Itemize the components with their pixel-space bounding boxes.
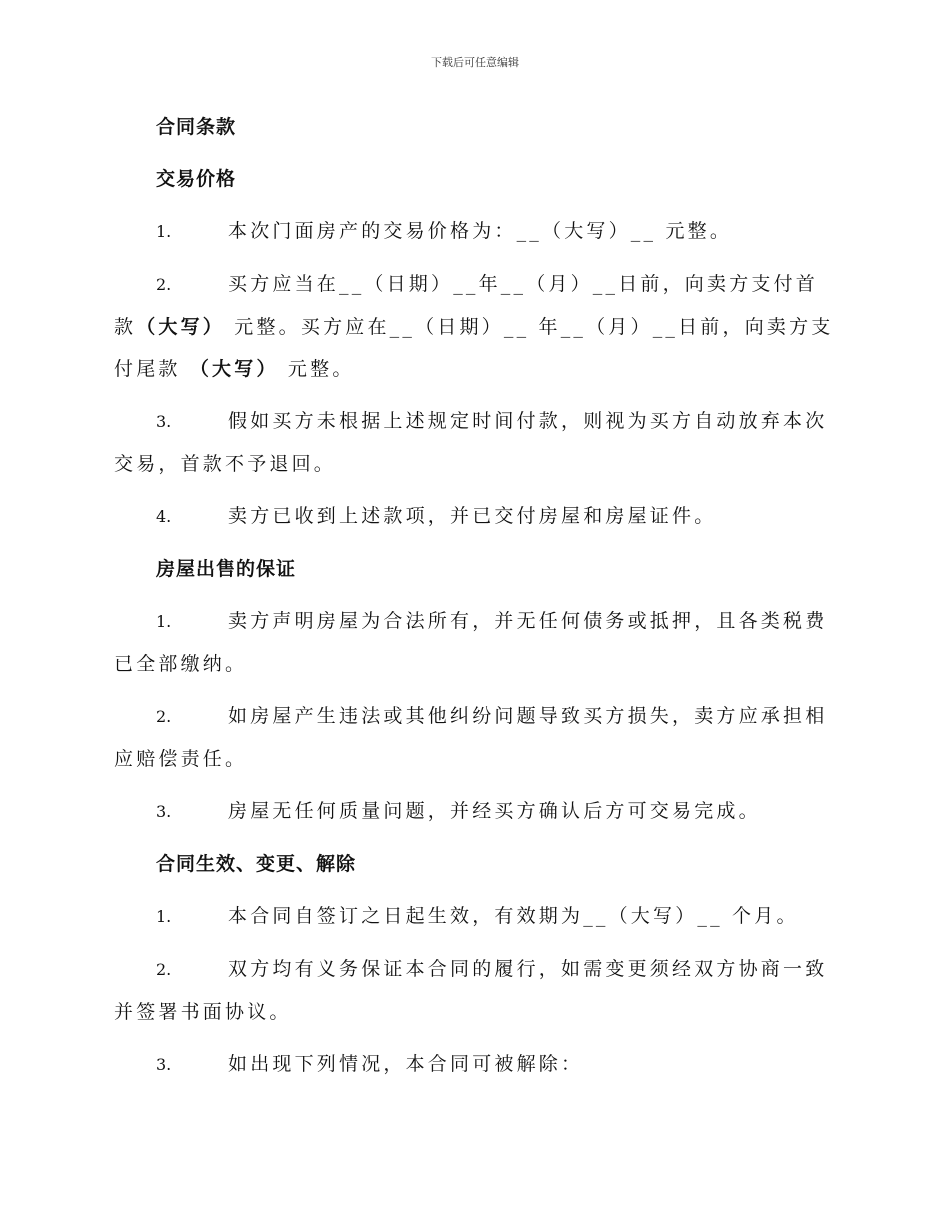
clause-text: 假如买方未根据上述规定时间付款，则视为买方自动放弃本次交易，首款不予退回。 <box>114 410 828 475</box>
clause-price-2 <box>114 263 834 390</box>
clause-text: 如出现下列情况，本合同可被解除： <box>228 1053 584 1075</box>
clause-validity-2 <box>114 948 834 1033</box>
section-heading-validity: 合同生效、变更、解除 <box>156 853 357 875</box>
clause-text: 本次门面房产的交易价格为：__（大写）__ 元整。 <box>228 220 733 242</box>
clause-number: 3. <box>156 1055 172 1074</box>
clause-text: 本合同自签订之日起生效，有效期为__（大写）__ 个月。 <box>228 905 799 927</box>
clause-text: 房屋无任何质量问题，并经买方确认后方可交易完成。 <box>228 800 761 822</box>
clause-price-3 <box>114 400 834 485</box>
clause-price-1 <box>114 210 834 253</box>
clause-validity-1 <box>114 895 834 938</box>
section-heading-price: 交易价格 <box>156 168 237 190</box>
clause-text: 元整。买方应在__（日期）__ 年__（月）__日前，向卖方支付尾款 <box>114 316 834 380</box>
clause-number: 3. <box>156 412 172 431</box>
clause-text: 双方均有义务保证本合同的履行，如需变更须经双方协商一致并签署书面协议。 <box>114 958 828 1023</box>
clause-text: 卖方已收到上述款项，并已交付房屋和房屋证件。 <box>228 505 717 527</box>
clause-price-4 <box>114 495 834 538</box>
clause-text: 元整。 <box>287 358 355 380</box>
clause-guarantee-1 <box>114 600 834 685</box>
document-body <box>114 106 834 1096</box>
clause-number: 3. <box>156 802 172 821</box>
clause-number: 1. <box>156 222 172 241</box>
clause-guarantee-3 <box>114 790 834 833</box>
clause-number: 2. <box>156 275 172 294</box>
clause-number: 1. <box>156 907 172 926</box>
clause-number: 1. <box>156 612 172 631</box>
clause-guarantee-2 <box>114 695 834 780</box>
clause-text: 买方应当在__（日期）__年__（月）__日前，向卖方支付首款 <box>114 273 819 338</box>
section-heading-guarantee: 房屋出售的保证 <box>156 558 297 580</box>
clause-bold-text: （大写） <box>189 358 279 380</box>
clause-number: 2. <box>156 707 172 726</box>
header-note: 下载后可任意编辑 <box>431 56 519 69</box>
section-heading-contract-terms: 合同条款 <box>156 116 237 138</box>
clause-number: 2. <box>156 960 172 979</box>
clause-text: 如房屋产生违法或其他纠纷问题导致买方损失，卖方应承担相应赔偿责任。 <box>114 705 828 770</box>
clause-bold-text: （大写） <box>136 316 226 338</box>
clause-number: 4. <box>156 507 172 526</box>
clause-text: 卖方声明房屋为合法所有，并无任何债务或抵押，且各类税费已全部缴纳。 <box>114 610 828 675</box>
clause-validity-3 <box>114 1043 834 1086</box>
